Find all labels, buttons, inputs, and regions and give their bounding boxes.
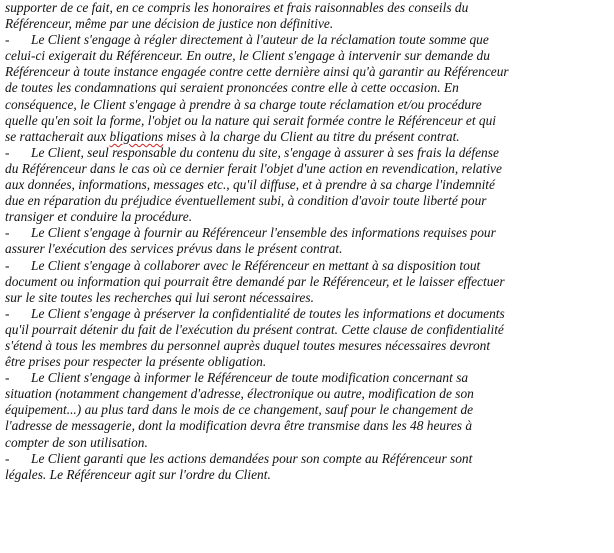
text-line: compter de son utilisation. (5, 434, 148, 450)
text-line: du Référenceur dans le cas où ce dernier ferait l'objet d'une action en revendication, relative (5, 160, 502, 176)
document-body (5, 0, 609, 483)
bullet-text: Le Client s'engage à fournir au Référenceur l'ensemble des informations requises pour (31, 225, 496, 241)
text-line: équipement...) au plus tard dans le mois de ce changement, sauf pour le changement de (5, 402, 474, 418)
bullet-line (5, 225, 609, 241)
text-line (5, 129, 609, 145)
bullet-line (5, 258, 609, 274)
bullet-text: Le Client s'engage à informer le Référenceur de toute modification concernant sa (31, 370, 469, 386)
bullet-text: Le Client, seul responsable du contenu du site, s'engage à assurer à ses frais la défense (31, 144, 499, 160)
text-line: être prises pour respecter la présente obligation. (5, 354, 267, 370)
text-line: situation (notamment changement d'adresse, électronique ou autre, modification de son (5, 386, 474, 402)
text-line: celui-ci exigerait du Référenceur. En outre, le Client s'engage à intervenir sur demande du (5, 48, 490, 64)
bullet-line (5, 145, 609, 161)
text-line: Référenceur, même par une décision de justice non définitive. (5, 16, 334, 32)
text-line: conséquence, le Client s'engage à prendre à sa charge toute réclamation et/ou procédure (5, 96, 482, 112)
bullet-dash: - (5, 257, 10, 273)
text-segment: mises à la charge du Client au titre du présent contrat. (163, 128, 460, 144)
text-line: qu'il pourrait détenir du fait de l'exécution du présent contrat. Cette clause de confidentialité (5, 321, 504, 337)
text-line: quelle qu'en soit la forme, l'objet ou la nature qui serait formée contre le Référenceur et qui (5, 112, 497, 128)
bullet-dash: - (5, 32, 10, 48)
bullet-text: Le Client s'engage à régler directement à l'auteur de la réclamation toute somme que (31, 32, 489, 48)
bullet-dash: - (5, 225, 10, 241)
bullet-line (5, 306, 609, 322)
text-line: transiger et conduire la procédure. (5, 209, 193, 225)
bullet-line (5, 32, 609, 48)
text-line: due en réparation du préjudice éventuellement subi, à condition d'avoir toute liberté pour (5, 193, 487, 209)
bullet-line (5, 451, 609, 467)
text-line: sur le site toutes les recherches qui lui seront nécessaires. (5, 289, 314, 305)
bullet-dash: - (5, 450, 10, 466)
bullet-text: Le Client garanti que les actions demandées pour son compte au Référenceur sont (31, 450, 473, 466)
bullet-dash: - (5, 370, 10, 386)
text-line: assurer l'exécution des services prévus dans le présent contrat. (5, 241, 343, 257)
bullet-text: Le Client s'engage à préserver la confidentialité de toutes les informations et documents (31, 305, 505, 321)
bullet-text: Le Client s'engage à collaborer avec le Référenceur en mettant à sa disposition tout (31, 257, 481, 273)
text-line: aux données, informations, messages etc., qu'il diffuse, et à prendre à sa charge l'indemnité (5, 177, 495, 193)
text-line: s'étend à tous les membres du personnel auprès duquel toutes mesures nécessaires devront (5, 337, 491, 353)
text-line: supporter de ce fait, en ce compris les honoraires et frais raisonnables des conseils du (5, 0, 469, 15)
bullet-line (5, 370, 609, 386)
text-line: de toutes les condamnations qui seraient prononcées contre elle à cette occasion. En (5, 80, 459, 96)
text-segment: se rattacherait aux (5, 128, 110, 144)
text-line: légales. Le Référenceur agit sur l'ordre du Client. (5, 466, 271, 482)
bullet-dash: - (5, 144, 10, 160)
text-line: Référenceur à toute instance engagée contre cette dernière ainsi qu'à garantir au Référenceur (5, 64, 509, 80)
text-line: document ou information qui pourrait être demandé par le Référenceur, et le laisser effectuer (5, 273, 505, 289)
spellcheck-marked-word: bligations (109, 128, 164, 144)
text-line: l'adresse de messagerie, dont la modification devra être transmise dans les 48 heures à (5, 418, 473, 434)
bullet-dash: - (5, 305, 10, 321)
